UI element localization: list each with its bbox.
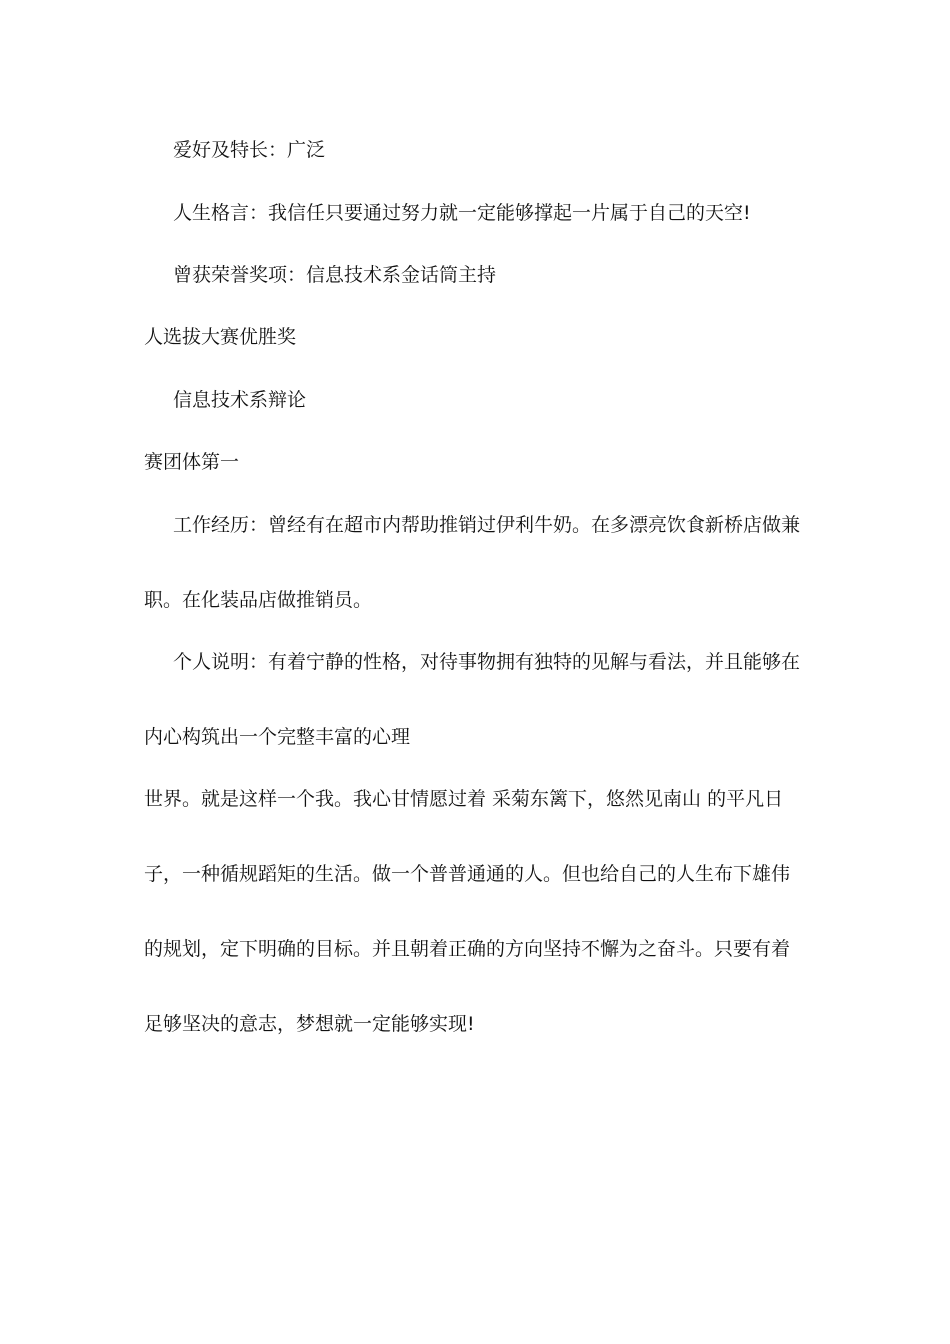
personal-statement-line-2: 内心构筑出一个完整丰富的心理 (144, 726, 411, 748)
personal-statement-line-6: 足够坚决的意志，梦想就一定能够实现! (144, 1013, 475, 1035)
personal-statement-line-5: 的规划，定下明确的目标。并且朝着正确的方向坚持不懈为之奋斗。只要有着 (144, 938, 791, 960)
personal-statement-line: 个人说明：有着宁静的性格，对待事物拥有独特的见解与看法，并且能够在 (173, 651, 801, 673)
work-experience-line: 工作经历：曾经有在超市内帮助推销过伊利牛奶。在多漂亮饮食新桥店做兼 (173, 514, 801, 536)
honors-continuation-line: 人选拔大赛优胜奖 (144, 326, 297, 348)
personal-statement-line-3: 世界。就是这样一个我。我心甘情愿过着 采菊东篱下，悠然见南山 的平凡日 (144, 788, 784, 810)
honors-debate-continuation-line: 赛团体第一 (144, 451, 240, 473)
hobbies-line: 爱好及特长：广泛 (173, 139, 326, 161)
motto-line: 人生格言：我信任只要通过努力就一定能够撑起一片属于自己的天空! (173, 202, 751, 224)
honors-debate-line: 信息技术系辩论 (173, 389, 307, 411)
personal-statement-line-4: 子，一种循规蹈矩的生活。做一个普普通通的人。但也给自己的人生布下雄伟 (144, 863, 791, 885)
work-experience-continuation-line: 职。在化装品店做推销员。 (144, 589, 373, 611)
honors-line: 曾获荣誉奖项：信息技术系金话筒主持 (173, 264, 497, 286)
